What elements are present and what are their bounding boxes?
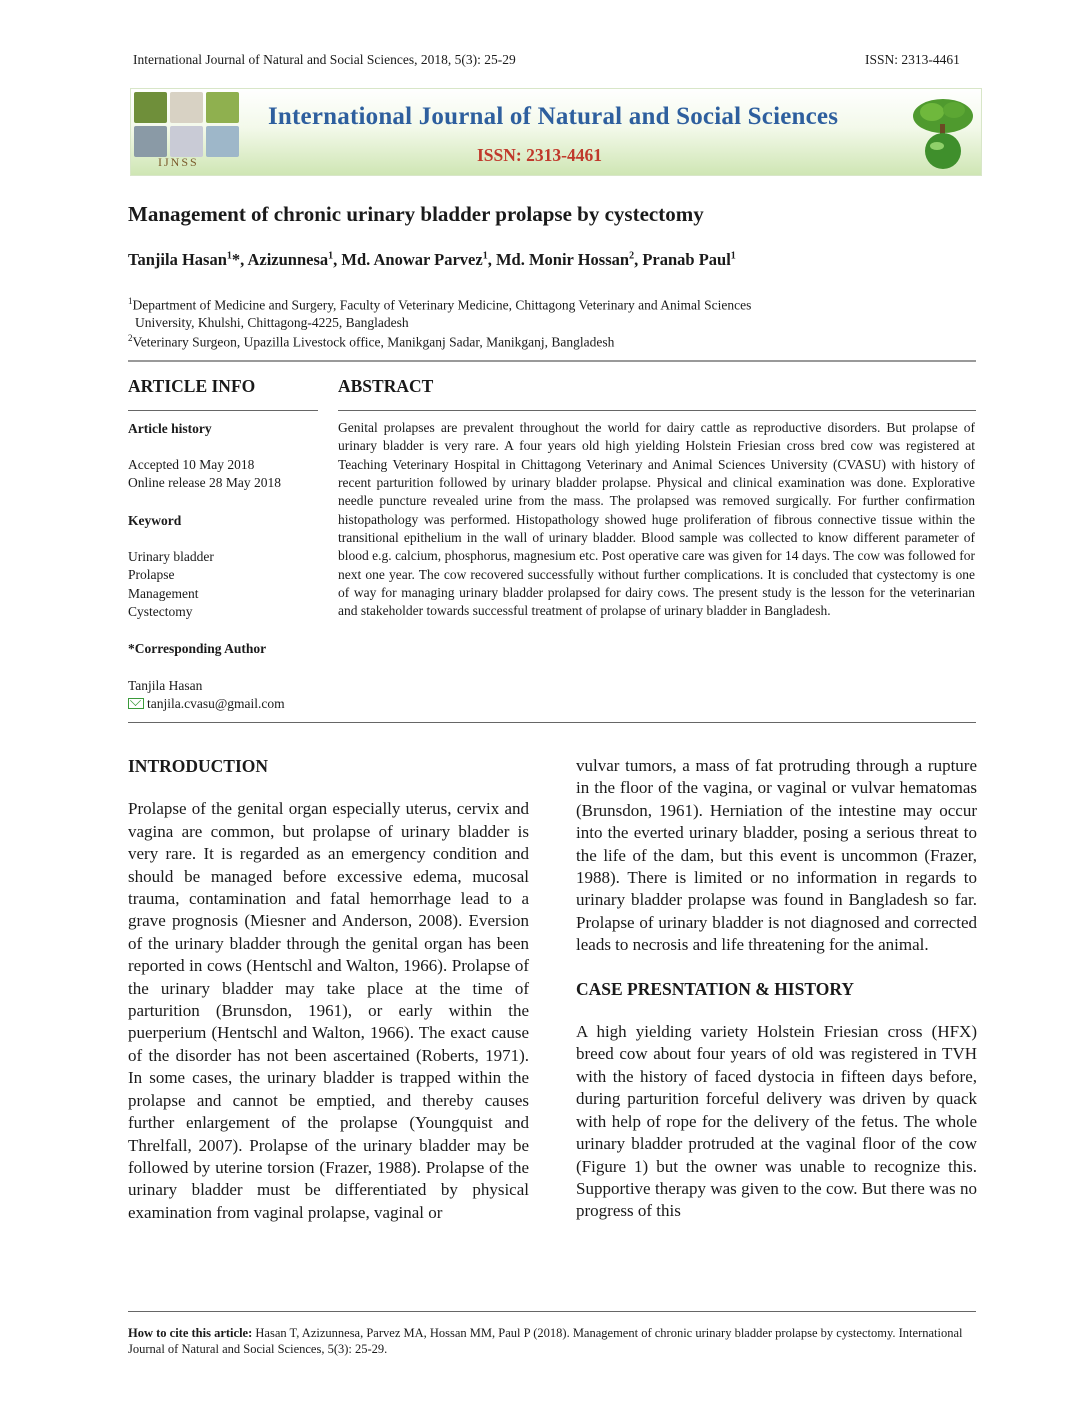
keyword-label: Keyword (128, 513, 182, 528)
email-icon (128, 698, 144, 709)
author: Md. Monir Hossan$^2$, (495, 250, 643, 269)
running-header-issn: ISSN: 2313-4461 (865, 52, 960, 67)
keyword-item: Cystectomy (128, 604, 193, 619)
footer-divider (128, 1311, 976, 1312)
article-history-label: Article history (128, 421, 212, 436)
introduction-text: Prolapse of the genital organ especially uterus, cervix and vagina are common, but prolapse of urinary bladder is very rare. It is regarded as an emergency condition and should be managed before excessive edema, mucosal trauma, contamination and fatal hemorrhage lead to a grave prognosis (Miesner and Anderson, 2008). Eversion of the urinary bladder through the genital organ has been reported in cows (Hentschl and Walton, 1966). Prolapse of the urinary bladder may take place at the time of parturition (Brunsdon, 1961), or early within the puerperium (Hentschl and Walton, 1966). The exact cause of the disorder has not been ascertained (Roberts, 1971). In some cases, the urinary bladder is trapped within the prolapse and cannot be emptied, and thereby causes further enlargement of the prolapse (Youngquist and Threlfall, 2007). Prolapse of the urinary bladder may be followed by uterine torsion (Frazer, 1988). Prolapse of the urinary bladder must be differentiated by physical examination from vaginal prolapse, vaginal or (128, 799, 529, 1222)
keyword-item: Urinary bladder (128, 549, 214, 564)
left-column (128, 755, 529, 1224)
corresponding-author-label: *Corresponding Author (128, 641, 267, 656)
author: Azizunnesa$^1$, (247, 250, 342, 269)
author: Md. Anowar Parvez$^1$, (341, 250, 496, 269)
online-release-date: Online release 28 May 2018 (128, 475, 281, 490)
citation-footer: How to cite this article: Hasan T, Azizunnesa, Parvez MA, Hossan MM, Paul P (2018). Management of chronic urinary bladder prolapse by cystectomy. International Journal of Natural and Social Sciences, 5(3): 25-29. (128, 1326, 963, 1356)
case-presentation-heading: CASE PRESNTATION & HISTORY (576, 978, 854, 999)
author: Pranab Paul$^1$ (642, 250, 736, 269)
lab-image (206, 126, 239, 157)
divider (128, 410, 318, 411)
affiliation-1-cont: University, Khulshi, Chittagong-4225, Bangladesh (135, 315, 409, 330)
right-column (576, 755, 977, 1223)
introduction-heading: INTRODUCTION (128, 756, 269, 776)
divider (128, 360, 976, 362)
affiliation-1: $^1$Department of Medicine and Surgery, Faculty of Veterinary Medicine, Chittagong Veterinary and Animal Sciences (128, 296, 752, 313)
molecule-image (170, 126, 203, 157)
banner-logo-collage (134, 92, 242, 158)
introduction-continued-text: vulvar tumors, a mass of fat protruding through a rupture in the floor of the vagina, or vaginal or vulvar hematomas (Brunsdon, 1961). Herniation of the intestine may occur into the everted urinary bladder, posing a serious threat to the life of the dam, but this event is uncommon (Frazer, 1988). There is limited or no information in regards to urinary bladder prolapse was found in Bangladesh so far. Prolapse of urinary bladder is not diagnosed and corrected leads to necrosis and life threatening for the animal. (576, 756, 977, 955)
running-header-citation: International Journal of Natural and Social Sciences, 2018, 5(3): 25-29 (133, 52, 516, 67)
plant-image (134, 92, 167, 123)
banner-issn: ISSN: 2313-4461 (477, 145, 602, 165)
abstract-heading: ABSTRACT (338, 376, 434, 396)
divider (338, 410, 976, 411)
cow-image (170, 92, 203, 123)
corresponding-email[interactable]: tanjila.cvasu@gmail.com (128, 696, 285, 712)
case-presentation-text: A high yielding variety Holstein Friesian cross (HFX) breed cow about four years of old was registered in TVH with the history of faced dystocia in fifteen days before, during parturition forceful delivery was driven by quack with help of rope for the delivery of the fetus. The whole urinary bladder protruded at the vaginal floor of the cow (Figure 1) but the owner was unable to recognize this. Supportive therapy was given to the cow. But there was no progress of this (576, 1022, 977, 1221)
globe-tree-icon (908, 94, 978, 170)
accepted-date: Accepted 10 May 2018 (128, 457, 255, 472)
keyword-item: Management (128, 586, 199, 601)
author-list (128, 250, 736, 270)
fish-image (134, 126, 167, 157)
article-info-heading: ARTICLE INFO (128, 376, 256, 396)
author: Tanjila Hasan$^1$*, (128, 250, 248, 269)
corresponding-author-name: Tanjila Hasan (128, 678, 203, 693)
crop-image (206, 92, 239, 123)
banner-logo-text: IJNSS (158, 155, 199, 169)
banner-journal-title: International Journal of Natural and Social Sciences (268, 103, 839, 130)
abstract-text: Genital prolapses are prevalent throughout the world for dairy cattle as reproductive disorders. But prolapse of urinary bladder is very rare. A four years old high yielding Holstein Friesian cross bred cow was registered at Teaching Veterinary Hospital in Chittagong Veterinary and Animal Sciences University (CVASU) with history of recent parturition followed by urinary bladder prolapse. Physical and clinical examination was done. Explorative needle puncture revealed urine from the mass. The prolapsed was removed surgically. For further confirmation histopathology was performed. Histopathology showed huge proliferation of fibrous connective tissue within the transitional epithelium in the wall of urinary bladder. Blood sample was collected to know different parameter of blood e.g. calcium, phosphorus, magnesium etc. Post operative care was given for 14 days. The cow was followed for next one year. The cow recovered successfully without further complications. It is concluded that cystectomy is one of way for managing urinary bladder prolapsed for dairy cows. The present study is the lesson for the veterinarian and stakeholder towards successful treatment of prolapse of urinary bladder in Bangladesh. (338, 420, 975, 619)
keyword-item: Prolapse (128, 567, 175, 582)
article-title: Management of chronic urinary bladder prolapse by cystectomy (128, 202, 704, 226)
affiliation-2: $^2$Veterinary Surgeon, Upazilla Livestock office, Manikganj Sadar, Manikganj, Bangladesh (128, 333, 615, 350)
divider (128, 722, 976, 723)
